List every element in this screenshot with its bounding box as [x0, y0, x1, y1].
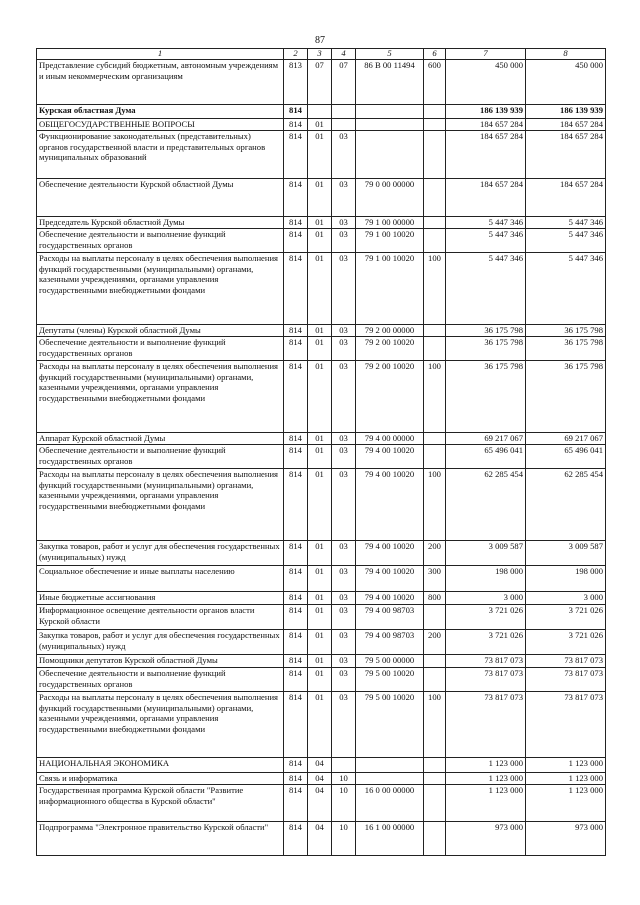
section-cell: 01	[308, 592, 332, 605]
admin-code-cell: 814	[284, 253, 308, 325]
amount-2023-cell: 5 447 346	[446, 217, 526, 229]
section-cell: 01	[308, 253, 332, 325]
subsection-cell: 03	[332, 337, 356, 361]
subsection-cell: 03	[332, 655, 356, 668]
amount-2023-cell: 1 123 000	[446, 785, 526, 822]
header-cell: 2	[284, 49, 308, 60]
section-cell: 01	[308, 217, 332, 229]
target-article-cell	[356, 131, 424, 179]
item-name-cell: ОБЩЕГОСУДАРСТВЕННЫЕ ВОПРОСЫ	[37, 119, 284, 131]
target-article-cell: 79 4 00 00000	[356, 433, 424, 445]
target-article-cell: 79 2 00 00000	[356, 325, 424, 337]
subsection-cell	[332, 119, 356, 131]
item-name-cell: Представление субсидий бюджетным, автономным учреждениям и иным некоммерческим организациям	[37, 60, 284, 105]
expense-type-cell: 100	[424, 469, 446, 541]
amount-2023-cell: 973 000	[446, 822, 526, 856]
header-cell: 8	[526, 49, 606, 60]
subsection-cell: 03	[332, 692, 356, 758]
amount-2023-cell: 73 817 073	[446, 668, 526, 692]
table-row	[37, 445, 606, 469]
target-article-cell: 79 5 00 10020	[356, 692, 424, 758]
item-name-cell: Обеспечение деятельности и выполнение функций государственных органов	[37, 668, 284, 692]
amount-2023-cell: 3 009 587	[446, 541, 526, 566]
subsection-cell: 10	[332, 822, 356, 856]
header-cell: 4	[332, 49, 356, 60]
section-cell	[308, 105, 332, 119]
subsection-cell: 03	[332, 433, 356, 445]
table-row	[37, 179, 606, 217]
amount-2023-cell: 450 000	[446, 60, 526, 105]
admin-code-cell: 814	[284, 758, 308, 773]
budget-table	[36, 48, 606, 856]
admin-code-cell: 814	[284, 229, 308, 253]
subsection-cell: 03	[332, 668, 356, 692]
item-name-cell: Депутаты (члены) Курской областной Думы	[37, 325, 284, 337]
section-cell: 01	[308, 179, 332, 217]
target-article-cell: 86 В 00 11494	[356, 60, 424, 105]
expense-type-cell	[424, 655, 446, 668]
table-row	[37, 131, 606, 179]
amount-2023-cell: 73 817 073	[446, 655, 526, 668]
amount-2024-cell: 73 817 073	[526, 692, 606, 758]
expense-type-cell: 800	[424, 592, 446, 605]
amount-2024-cell: 186 139 939	[526, 105, 606, 119]
section-cell: 07	[308, 60, 332, 105]
section-cell: 04	[308, 773, 332, 785]
subsection-cell: 03	[332, 325, 356, 337]
expense-type-cell	[424, 758, 446, 773]
section-cell: 01	[308, 692, 332, 758]
admin-code-cell: 814	[284, 692, 308, 758]
item-name-cell: Социальное обеспечение и иные выплаты населению	[37, 566, 284, 592]
table-row	[37, 605, 606, 630]
section-cell: 01	[308, 229, 332, 253]
admin-code-cell: 814	[284, 361, 308, 433]
section-cell: 04	[308, 785, 332, 822]
subsection-cell: 03	[332, 361, 356, 433]
subsection-cell	[332, 758, 356, 773]
item-name-cell: Функционирование законодательных (представительных) органов государственной власти и представительных органов муниципальных образований	[37, 131, 284, 179]
amount-2023-cell: 198 000	[446, 566, 526, 592]
amount-2024-cell: 1 123 000	[526, 785, 606, 822]
amount-2023-cell: 3 000	[446, 592, 526, 605]
table-row	[37, 361, 606, 433]
target-article-cell: 79 4 00 10020	[356, 445, 424, 469]
table-row	[37, 592, 606, 605]
admin-code-cell: 814	[284, 541, 308, 566]
expense-type-cell: 200	[424, 630, 446, 655]
target-article-cell: 79 4 00 10020	[356, 541, 424, 566]
subsection-cell: 10	[332, 785, 356, 822]
subsection-cell: 03	[332, 217, 356, 229]
admin-code-cell: 814	[284, 325, 308, 337]
amount-2023-cell: 184 657 284	[446, 179, 526, 217]
expense-type-cell	[424, 433, 446, 445]
amount-2023-cell: 3 721 026	[446, 605, 526, 630]
admin-code-cell: 814	[284, 179, 308, 217]
target-article-cell: 79 4 00 10020	[356, 469, 424, 541]
section-cell: 01	[308, 361, 332, 433]
amount-2023-cell: 65 496 041	[446, 445, 526, 469]
admin-code-cell: 814	[284, 217, 308, 229]
expense-type-cell	[424, 605, 446, 630]
table-row	[37, 433, 606, 445]
admin-code-cell: 814	[284, 773, 308, 785]
subsection-cell: 03	[332, 630, 356, 655]
subsection-cell: 10	[332, 773, 356, 785]
expense-type-cell	[424, 105, 446, 119]
target-article-cell: 79 1 00 10020	[356, 253, 424, 325]
item-name-cell: Подпрограмма "Электронное правительство Курской области"	[37, 822, 284, 856]
target-article-cell: 79 2 00 10020	[356, 361, 424, 433]
item-name-cell: Государственная программа Курской области "Развитие информационного общества в Курской области"	[37, 785, 284, 822]
admin-code-cell: 814	[284, 668, 308, 692]
expense-type-cell: 100	[424, 361, 446, 433]
item-name-cell: Расходы на выплаты персоналу в целях обеспечения выполнения функций государственными (муниципальными) органами, казенными учреждениями, органами управления государственными внебюджетными фондами	[37, 692, 284, 758]
subsection-cell: 03	[332, 229, 356, 253]
subsection-cell: 03	[332, 541, 356, 566]
item-name-cell: Аппарат Курской областной Думы	[37, 433, 284, 445]
expense-type-cell	[424, 229, 446, 253]
amount-2023-cell: 62 285 454	[446, 469, 526, 541]
page-number: 87	[315, 35, 325, 46]
item-name-cell: Закупка товаров, работ и услуг для обеспечения государственных (муниципальных) нужд	[37, 630, 284, 655]
item-name-cell: Расходы на выплаты персоналу в целях обеспечения выполнения функций государственными (муниципальными) органами, казенными учреждениями, органами управления государственными внебюджетными фондами	[37, 253, 284, 325]
header-cell: 7	[446, 49, 526, 60]
item-name-cell: Связь и информатика	[37, 773, 284, 785]
table-row	[37, 469, 606, 541]
admin-code-cell: 814	[284, 630, 308, 655]
table-row	[37, 785, 606, 822]
expense-type-cell	[424, 668, 446, 692]
expense-type-cell	[424, 785, 446, 822]
target-article-cell: 79 1 00 10020	[356, 229, 424, 253]
amount-2024-cell: 184 657 284	[526, 131, 606, 179]
table-header-row	[37, 49, 606, 60]
amount-2023-cell: 184 657 284	[446, 131, 526, 179]
target-article-cell: 79 4 00 98703	[356, 605, 424, 630]
item-name-cell: Закупка товаров, работ и услуг для обеспечения государственных (муниципальных) нужд	[37, 541, 284, 566]
expense-type-cell: 100	[424, 692, 446, 758]
amount-2024-cell: 62 285 454	[526, 469, 606, 541]
target-article-cell: 79 4 00 98703	[356, 630, 424, 655]
table-row	[37, 60, 606, 105]
expense-type-cell	[424, 119, 446, 131]
admin-code-cell: 814	[284, 105, 308, 119]
target-article-cell: 79 1 00 00000	[356, 217, 424, 229]
item-name-cell: Курская областная Дума	[37, 105, 284, 119]
section-cell: 01	[308, 325, 332, 337]
amount-2024-cell: 73 817 073	[526, 668, 606, 692]
table-row	[37, 566, 606, 592]
amount-2024-cell: 184 657 284	[526, 179, 606, 217]
amount-2024-cell: 450 000	[526, 60, 606, 105]
section-cell: 04	[308, 822, 332, 856]
expense-type-cell: 100	[424, 253, 446, 325]
amount-2024-cell: 198 000	[526, 566, 606, 592]
section-cell: 01	[308, 337, 332, 361]
amount-2024-cell: 3 009 587	[526, 541, 606, 566]
table-row	[37, 692, 606, 758]
expense-type-cell	[424, 337, 446, 361]
item-name-cell: Расходы на выплаты персоналу в целях обеспечения выполнения функций государственными (муниципальными) органами, казенными учреждениями, органами управления государственными внебюджетными фондами	[37, 469, 284, 541]
table-row	[37, 758, 606, 773]
amount-2024-cell: 3 000	[526, 592, 606, 605]
expense-type-cell	[424, 773, 446, 785]
table-row	[37, 229, 606, 253]
admin-code-cell: 814	[284, 822, 308, 856]
section-cell: 01	[308, 433, 332, 445]
section-cell: 01	[308, 566, 332, 592]
section-cell: 01	[308, 655, 332, 668]
admin-code-cell: 814	[284, 566, 308, 592]
header-cell: 5	[356, 49, 424, 60]
subsection-cell: 03	[332, 469, 356, 541]
amount-2024-cell: 3 721 026	[526, 605, 606, 630]
item-name-cell: Информационное освещение деятельности органов власти Курской области	[37, 605, 284, 630]
amount-2024-cell: 69 217 067	[526, 433, 606, 445]
amount-2023-cell: 73 817 073	[446, 692, 526, 758]
subsection-cell: 03	[332, 179, 356, 217]
table-row	[37, 119, 606, 131]
section-cell: 01	[308, 605, 332, 630]
amount-2024-cell: 36 175 798	[526, 361, 606, 433]
amount-2023-cell: 1 123 000	[446, 773, 526, 785]
expense-type-cell	[424, 325, 446, 337]
section-cell: 04	[308, 758, 332, 773]
amount-2023-cell: 184 657 284	[446, 119, 526, 131]
amount-2023-cell: 36 175 798	[446, 337, 526, 361]
expense-type-cell	[424, 822, 446, 856]
target-article-cell: 79 0 00 00000	[356, 179, 424, 217]
section-cell: 01	[308, 668, 332, 692]
table-row	[37, 337, 606, 361]
table-row	[37, 668, 606, 692]
admin-code-cell: 814	[284, 655, 308, 668]
amount-2023-cell: 5 447 346	[446, 229, 526, 253]
amount-2024-cell: 3 721 026	[526, 630, 606, 655]
target-article-cell: 79 5 00 00000	[356, 655, 424, 668]
admin-code-cell: 814	[284, 605, 308, 630]
item-name-cell: Помощники депутатов Курской областной Думы	[37, 655, 284, 668]
item-name-cell: Обеспечение деятельности и выполнение функций государственных органов	[37, 337, 284, 361]
admin-code-cell: 814	[284, 785, 308, 822]
target-article-cell: 16 0 00 00000	[356, 785, 424, 822]
item-name-cell: Председатель Курской областной Думы	[37, 217, 284, 229]
amount-2024-cell: 65 496 041	[526, 445, 606, 469]
subsection-cell: 03	[332, 253, 356, 325]
amount-2024-cell: 36 175 798	[526, 337, 606, 361]
target-article-cell	[356, 105, 424, 119]
subsection-cell: 03	[332, 445, 356, 469]
admin-code-cell: 814	[284, 337, 308, 361]
target-article-cell: 16 1 00 00000	[356, 822, 424, 856]
section-cell: 01	[308, 131, 332, 179]
table-row	[37, 253, 606, 325]
subsection-cell: 03	[332, 131, 356, 179]
target-article-cell: 79 5 00 10020	[356, 668, 424, 692]
amount-2023-cell: 69 217 067	[446, 433, 526, 445]
expense-type-cell	[424, 131, 446, 179]
admin-code-cell: 813	[284, 60, 308, 105]
expense-type-cell: 600	[424, 60, 446, 105]
table-row	[37, 630, 606, 655]
amount-2024-cell: 1 123 000	[526, 773, 606, 785]
admin-code-cell: 814	[284, 445, 308, 469]
subsection-cell: 03	[332, 605, 356, 630]
expense-type-cell	[424, 179, 446, 217]
table-row	[37, 541, 606, 566]
section-cell: 01	[308, 630, 332, 655]
subsection-cell: 03	[332, 566, 356, 592]
target-article-cell: 79 4 00 10020	[356, 566, 424, 592]
section-cell: 01	[308, 119, 332, 131]
header-cell: 3	[308, 49, 332, 60]
item-name-cell: Обеспечение деятельности и выполнение функций государственных органов	[37, 445, 284, 469]
amount-2024-cell: 73 817 073	[526, 655, 606, 668]
amount-2024-cell: 5 447 346	[526, 217, 606, 229]
amount-2023-cell: 186 139 939	[446, 105, 526, 119]
section-cell: 01	[308, 469, 332, 541]
table-row	[37, 325, 606, 337]
admin-code-cell: 814	[284, 433, 308, 445]
expense-type-cell	[424, 445, 446, 469]
table-row	[37, 217, 606, 229]
item-name-cell: Расходы на выплаты персоналу в целях обеспечения выполнения функций государственными (муниципальными) органами, казенными учреждениями, органами управления государственными внебюджетными фондами	[37, 361, 284, 433]
admin-code-cell: 814	[284, 119, 308, 131]
amount-2024-cell: 5 447 346	[526, 229, 606, 253]
amount-2023-cell: 3 721 026	[446, 630, 526, 655]
table-row	[37, 105, 606, 119]
amount-2024-cell: 36 175 798	[526, 325, 606, 337]
section-cell: 01	[308, 541, 332, 566]
amount-2024-cell: 184 657 284	[526, 119, 606, 131]
amount-2023-cell: 1 123 000	[446, 758, 526, 773]
table-row	[37, 822, 606, 856]
target-article-cell	[356, 758, 424, 773]
item-name-cell: Обеспечение деятельности и выполнение функций государственных органов	[37, 229, 284, 253]
amount-2024-cell: 973 000	[526, 822, 606, 856]
table-row	[37, 773, 606, 785]
target-article-cell: 79 4 00 10020	[356, 592, 424, 605]
expense-type-cell: 300	[424, 566, 446, 592]
item-name-cell: НАЦИОНАЛЬНАЯ ЭКОНОМИКА	[37, 758, 284, 773]
amount-2024-cell: 5 447 346	[526, 253, 606, 325]
expense-type-cell	[424, 217, 446, 229]
expense-type-cell: 200	[424, 541, 446, 566]
subsection-cell: 03	[332, 592, 356, 605]
subsection-cell	[332, 105, 356, 119]
amount-2023-cell: 36 175 798	[446, 325, 526, 337]
header-cell: 6	[424, 49, 446, 60]
amount-2023-cell: 5 447 346	[446, 253, 526, 325]
admin-code-cell: 814	[284, 592, 308, 605]
target-article-cell: 79 2 00 10020	[356, 337, 424, 361]
table-row	[37, 655, 606, 668]
target-article-cell	[356, 773, 424, 785]
section-cell: 01	[308, 445, 332, 469]
item-name-cell: Обеспечение деятельности Курской областной Думы	[37, 179, 284, 217]
target-article-cell	[356, 119, 424, 131]
admin-code-cell: 814	[284, 469, 308, 541]
amount-2024-cell: 1 123 000	[526, 758, 606, 773]
admin-code-cell: 814	[284, 131, 308, 179]
item-name-cell: Иные бюджетные ассигнования	[37, 592, 284, 605]
header-cell: 1	[37, 49, 284, 60]
subsection-cell: 07	[332, 60, 356, 105]
amount-2023-cell: 36 175 798	[446, 361, 526, 433]
